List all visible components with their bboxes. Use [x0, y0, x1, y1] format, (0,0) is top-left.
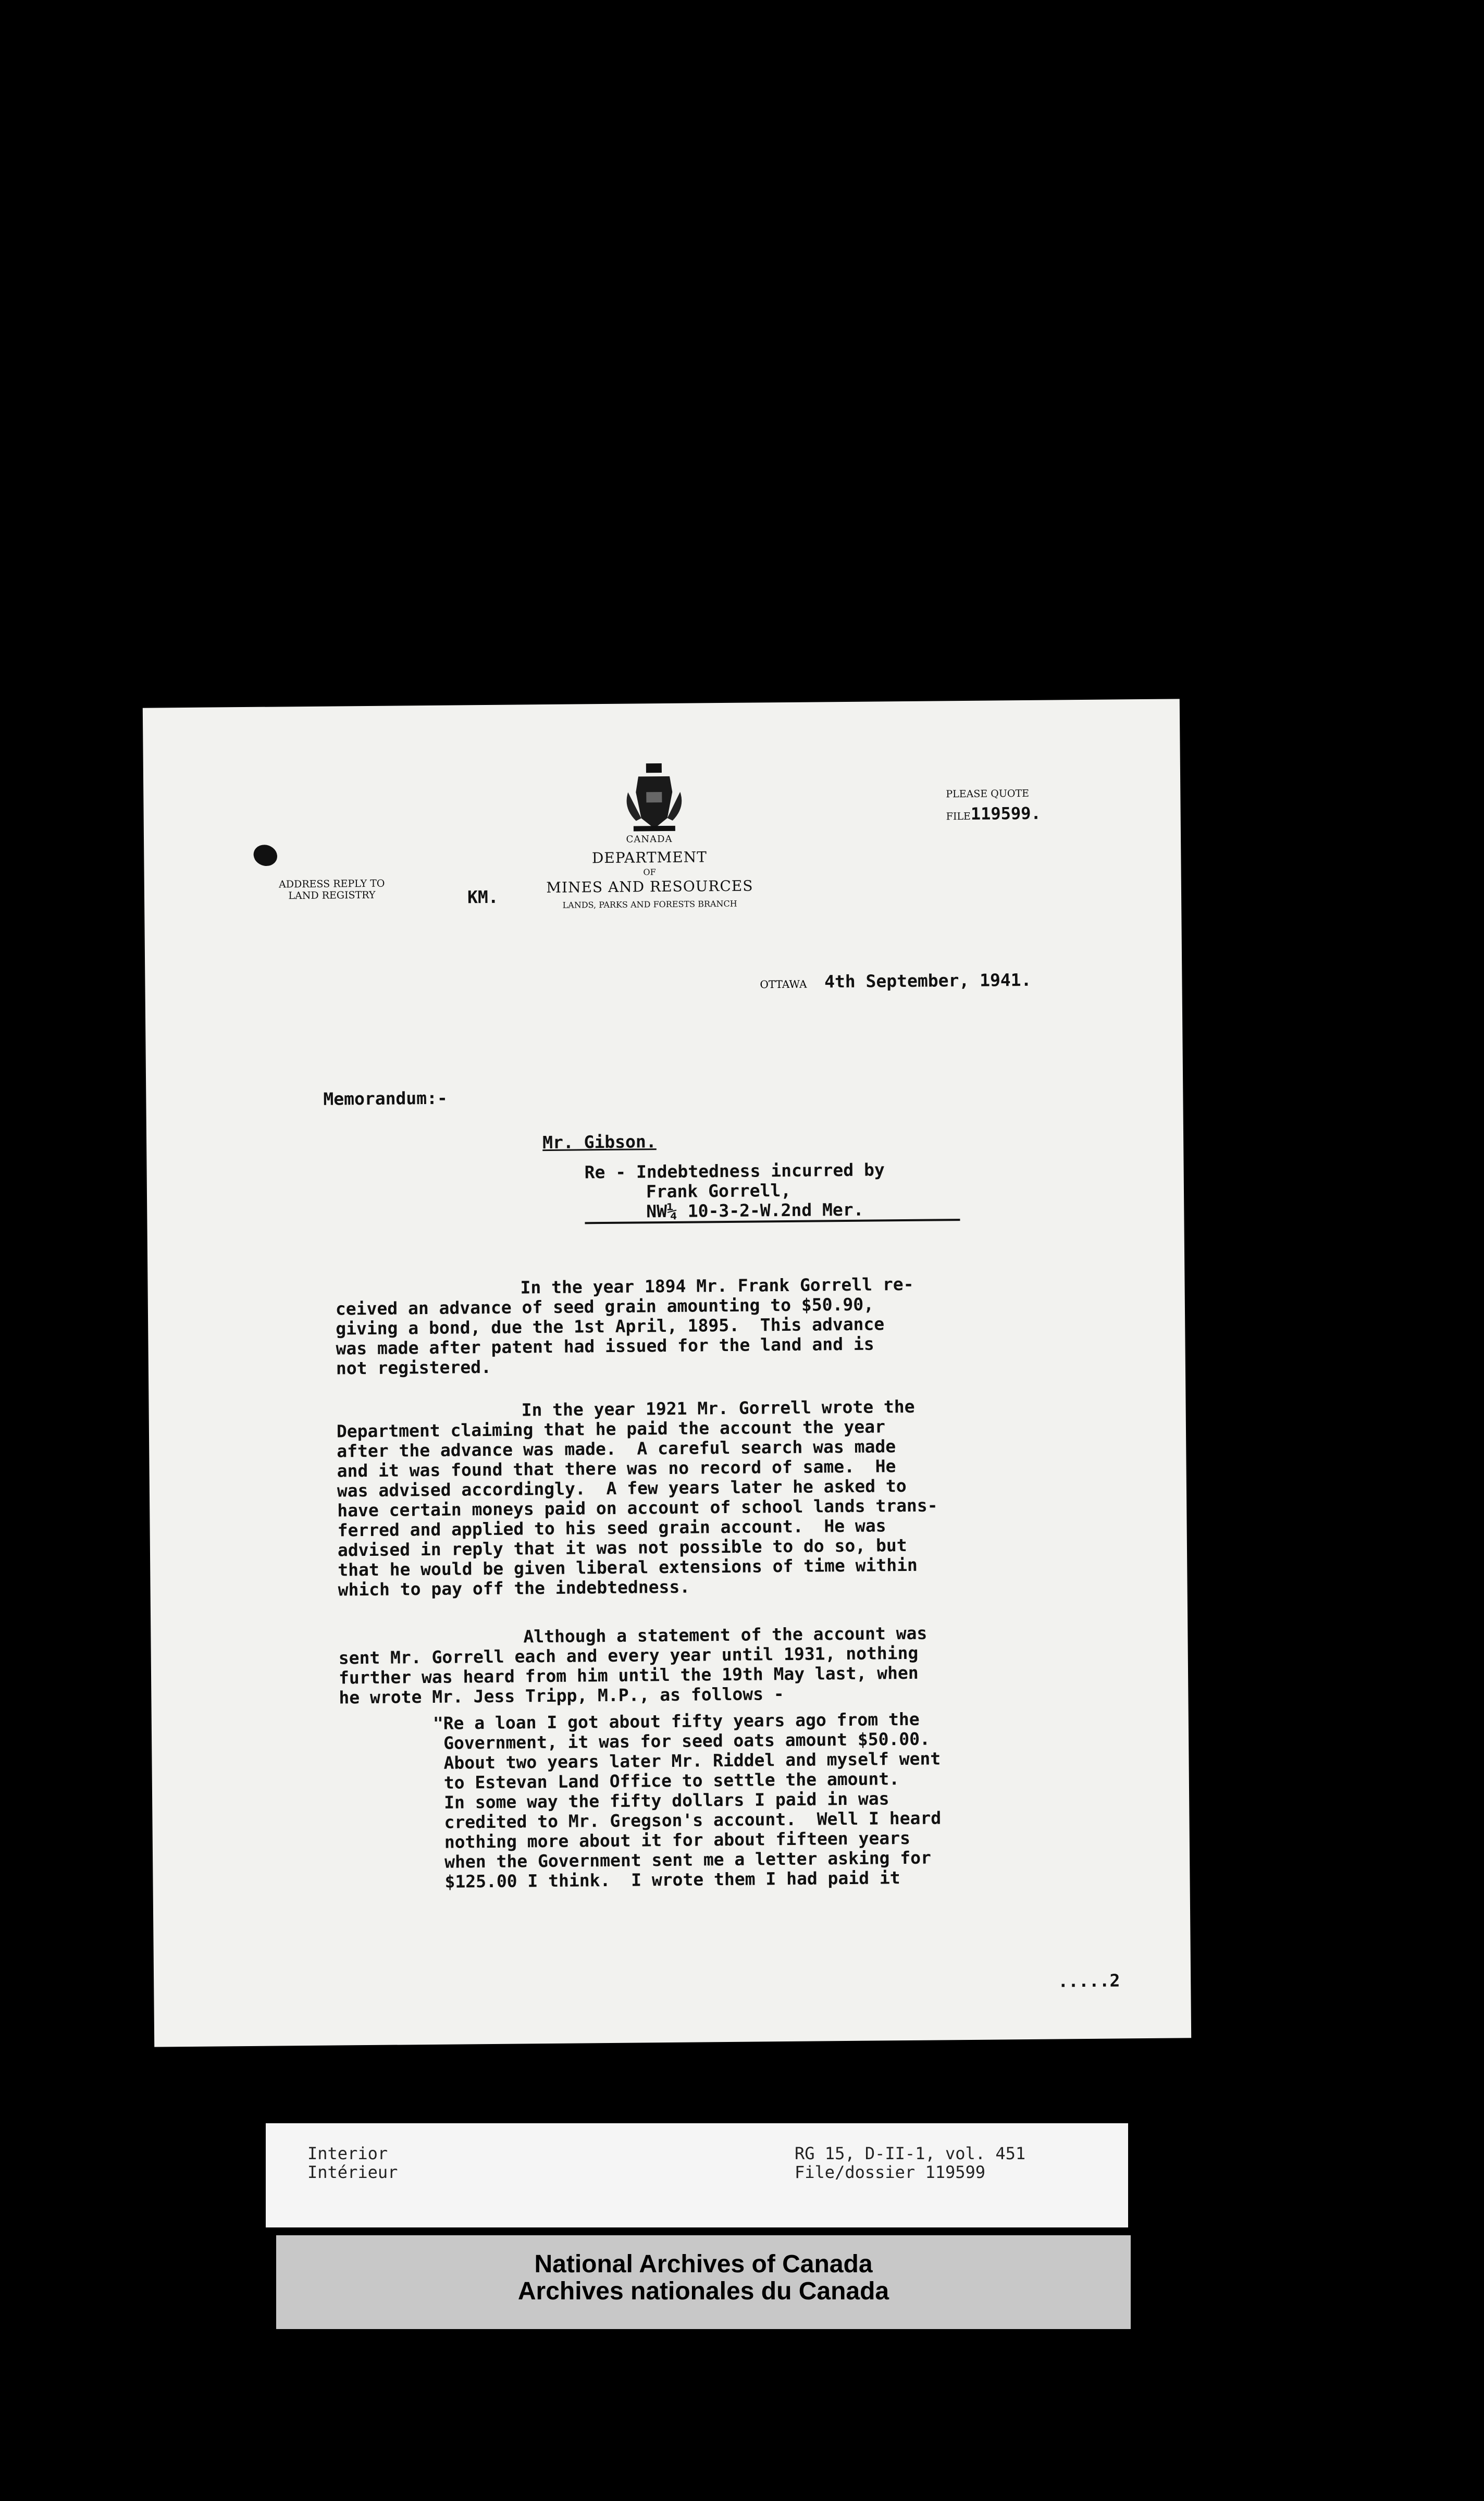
archive-file-number: File/dossier 119599 — [795, 2162, 986, 2182]
address-reply — [275, 878, 389, 902]
para1-line: ceived an advance of seed grain amounting to $50.90, — [335, 1294, 874, 1319]
memo-recipient: Mr. Gibson. — [542, 1131, 657, 1153]
quote-line: Government, it was for seed oats amount $50.00. — [443, 1728, 931, 1753]
para2-line: advised in reply that it was not possible to do so, but — [337, 1534, 907, 1561]
para3-line: he wrote Mr. Jess Tripp, M.P., as follows - — [339, 1683, 784, 1708]
file-label: FILE — [946, 810, 971, 823]
para2-line: ferred and applied to his seed grain account. He was — [337, 1515, 886, 1541]
place-label: OTTAWA — [760, 977, 807, 991]
archive-banner-en: National Archives of Canada — [534, 2250, 873, 2278]
quote-line: when the Government sent me a letter asking for — [444, 1847, 932, 1872]
department-label: DEPARTMENT — [591, 848, 707, 867]
coat-of-arms-icon — [623, 761, 686, 839]
para3-line: further was heard from him until the 19th May last, when — [338, 1662, 919, 1688]
please-quote-label: PLEASE QUOTE — [946, 787, 1030, 800]
para1-line: not registered. — [336, 1356, 492, 1379]
subject-line1: Re - Indebtedness incurred by — [584, 1159, 885, 1183]
para2-line: which to pay off the indebtedness. — [338, 1576, 690, 1600]
archive-reference: RG 15, D-II-1, vol. 451 — [795, 2144, 1026, 2163]
paragraph-2 — [336, 1396, 938, 1600]
para1-line: In the year 1894 Mr. Frank Gorrell re- — [520, 1273, 914, 1298]
place-date-line — [760, 970, 1031, 993]
para2-line: In the year 1921 Mr. Gorrell wrote the — [521, 1396, 915, 1420]
para3-line: Although a statement of the account was — [523, 1623, 928, 1647]
address-reply-line2: LAND REGISTRY — [288, 889, 376, 902]
quote-line: In some way the fifty dollars I paid in was — [444, 1788, 889, 1813]
quote-line: About two years later Mr. Riddel and myself went — [443, 1748, 941, 1773]
paragraph-1 — [335, 1274, 914, 1379]
archive-banner — [276, 2235, 1131, 2329]
page-continuation-marker: .....2 — [1058, 1970, 1120, 1991]
please-quote-block — [946, 784, 1041, 827]
archive-reference-label — [266, 2123, 1128, 2227]
para3-line: sent Mr. Gorrell each and every year until 1931, nothing — [338, 1642, 919, 1668]
ministry-label: MINES AND RESOURCES — [546, 877, 753, 896]
archive-dept-en: Interior — [307, 2144, 388, 2163]
subject-line2: Frank Gorrell, — [646, 1180, 792, 1202]
para2-line: that he would be given liberal extensions of time within — [338, 1554, 918, 1580]
para2-line: Department claiming that he paid the account the year — [336, 1416, 886, 1442]
memo-heading: Memorandum:- — [323, 1087, 448, 1109]
address-reply-line1: ADDRESS REPLY TO — [279, 877, 385, 890]
quote-line: credited to Mr. Gregson's account. Well I heard — [444, 1807, 942, 1833]
para2-line: was advised accordingly. A few years later he asked to — [337, 1475, 907, 1501]
quote-line: "Re a loan I got about fifty years ago from the — [432, 1708, 920, 1734]
para2-line: have certain moneys paid on account of school lands trans- — [337, 1495, 938, 1521]
country-label: CANADA — [626, 833, 673, 845]
quote-line: $125.00 I think. I wrote them I had paid it — [444, 1867, 900, 1892]
para2-line: after the advance was made. A careful search was made — [337, 1436, 896, 1462]
para2-line: and it was found that there was no record of same. He — [337, 1456, 896, 1481]
subject-line3: NW¼ 10-3-2-W.2nd Mer. — [646, 1199, 864, 1222]
quote-line: nothing more about it for about fifteen years — [444, 1827, 911, 1852]
letterhead-department — [540, 833, 759, 910]
para1-line: was made after patent had issued for the land and is — [336, 1333, 874, 1359]
paragraph-3 — [338, 1624, 928, 1708]
punch-hole — [251, 841, 280, 869]
document-page — [143, 699, 1191, 2047]
subject-block — [584, 1159, 960, 1224]
initials: KM. — [467, 886, 499, 908]
quoted-letter — [433, 1709, 942, 1891]
of-label: OF — [643, 867, 656, 877]
letter-date: 4th September, 1941. — [824, 969, 1032, 992]
archive-dept-fr: Intérieur — [307, 2162, 398, 2182]
quote-line: to Estevan Land Office to settle the amount. — [443, 1768, 900, 1793]
archive-banner-fr: Archives nationales du Canada — [517, 2277, 889, 2305]
para1-line: giving a bond, due the 1st April, 1895. This advance — [336, 1314, 885, 1339]
file-number: 119599. — [970, 803, 1041, 824]
branch-label: LANDS, PARKS AND FORESTS BRANCH — [562, 898, 737, 910]
